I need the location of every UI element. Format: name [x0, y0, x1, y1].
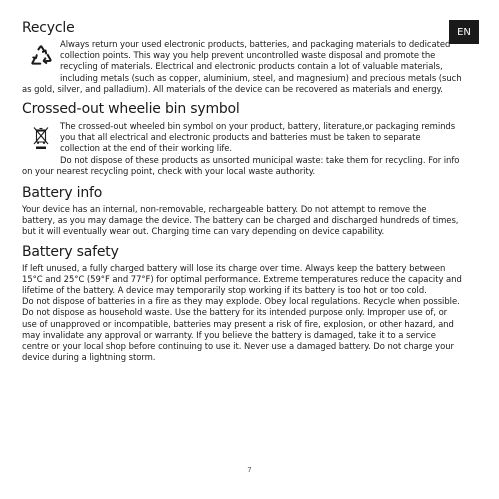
battery-safety-paragraph-1: If left unused, a fully charged battery will lose its charge over time. Always keep the battery between 15°C and 25°C (59°F and 77°F) for optimal performance. Extreme temperatures reduce the capacity and lifetime of the battery. A device may temporarily stop working if its battery is too hot or too cold. [22, 262, 462, 296]
crossed-out-bin-icon [22, 121, 60, 155]
wheelie-bin-section [22, 100, 462, 177]
battery-info-body: Your device has an internal, non-removable, rechargeable battery. Do not attempt to remove the battery, as you may damage the device. The battery can be charged and discharged hundreds of times, but it will eventually wear out. Charging time can vary depending on device capability. [22, 204, 459, 237]
language-badge: EN [449, 20, 479, 44]
battery-safety-section [22, 243, 462, 364]
wheelie-bin-paragraph-block [22, 121, 462, 155]
wheelie-bin-body-with-icon: The crossed-out wheeled bin symbol on your product, battery, literature,or packaging reminds you that all electrical and electronic products and batteries must be taken to separate collection at the end of their working life. [60, 121, 456, 154]
recycle-paragraph-block [22, 39, 462, 95]
recycle-section [22, 19, 462, 95]
wheelie-bin-body: Do not dispose of these products as unsorted municipal waste: take them for recycling. For info on your nearest recycling point, check with your local waste authority. [22, 154, 460, 176]
page-content [22, 19, 462, 363]
battery-safety-paragraph-2: Do not dispose of batteries in a fire as they may explode. Obey local regulations. Recycle when possible. Do not dispose as household waste. Use the battery for its intended purpose only. Improper use of, or use of unapproved or incompatible, batteries may present a risk of fire, explosion, or other hazard, and may invalidate any approval or warranty. If you believe the battery is damaged, take it to a service centre or your local shop before continuing to use it. Never use a damaged battery. Do not charge your device during a lightning storm. [22, 296, 460, 363]
recycle-body: Always return your used electronic products, batteries, and packaging materials to dedicated collection points. This way you help prevent uncontrolled waste disposal and promote the recycling of materials. Electrical and electronic products contain a lot of valuable materials, including metals (such as copper, aluminium, steel, and magnesium) and precious metals (such as gold, silver, and palladium). All materials of the device can be recovered as materials and energy. [22, 39, 462, 94]
recycle-icon [22, 39, 60, 73]
battery-safety-heading: Battery safety [22, 243, 119, 260]
page-number: 7 [247, 466, 252, 474]
battery-info-heading: Battery info [22, 185, 103, 202]
battery-info-section [22, 184, 462, 238]
wheelie-bin-heading: Crossed-out wheelie bin symbol [22, 101, 240, 118]
recycle-heading: Recycle [22, 20, 75, 36]
